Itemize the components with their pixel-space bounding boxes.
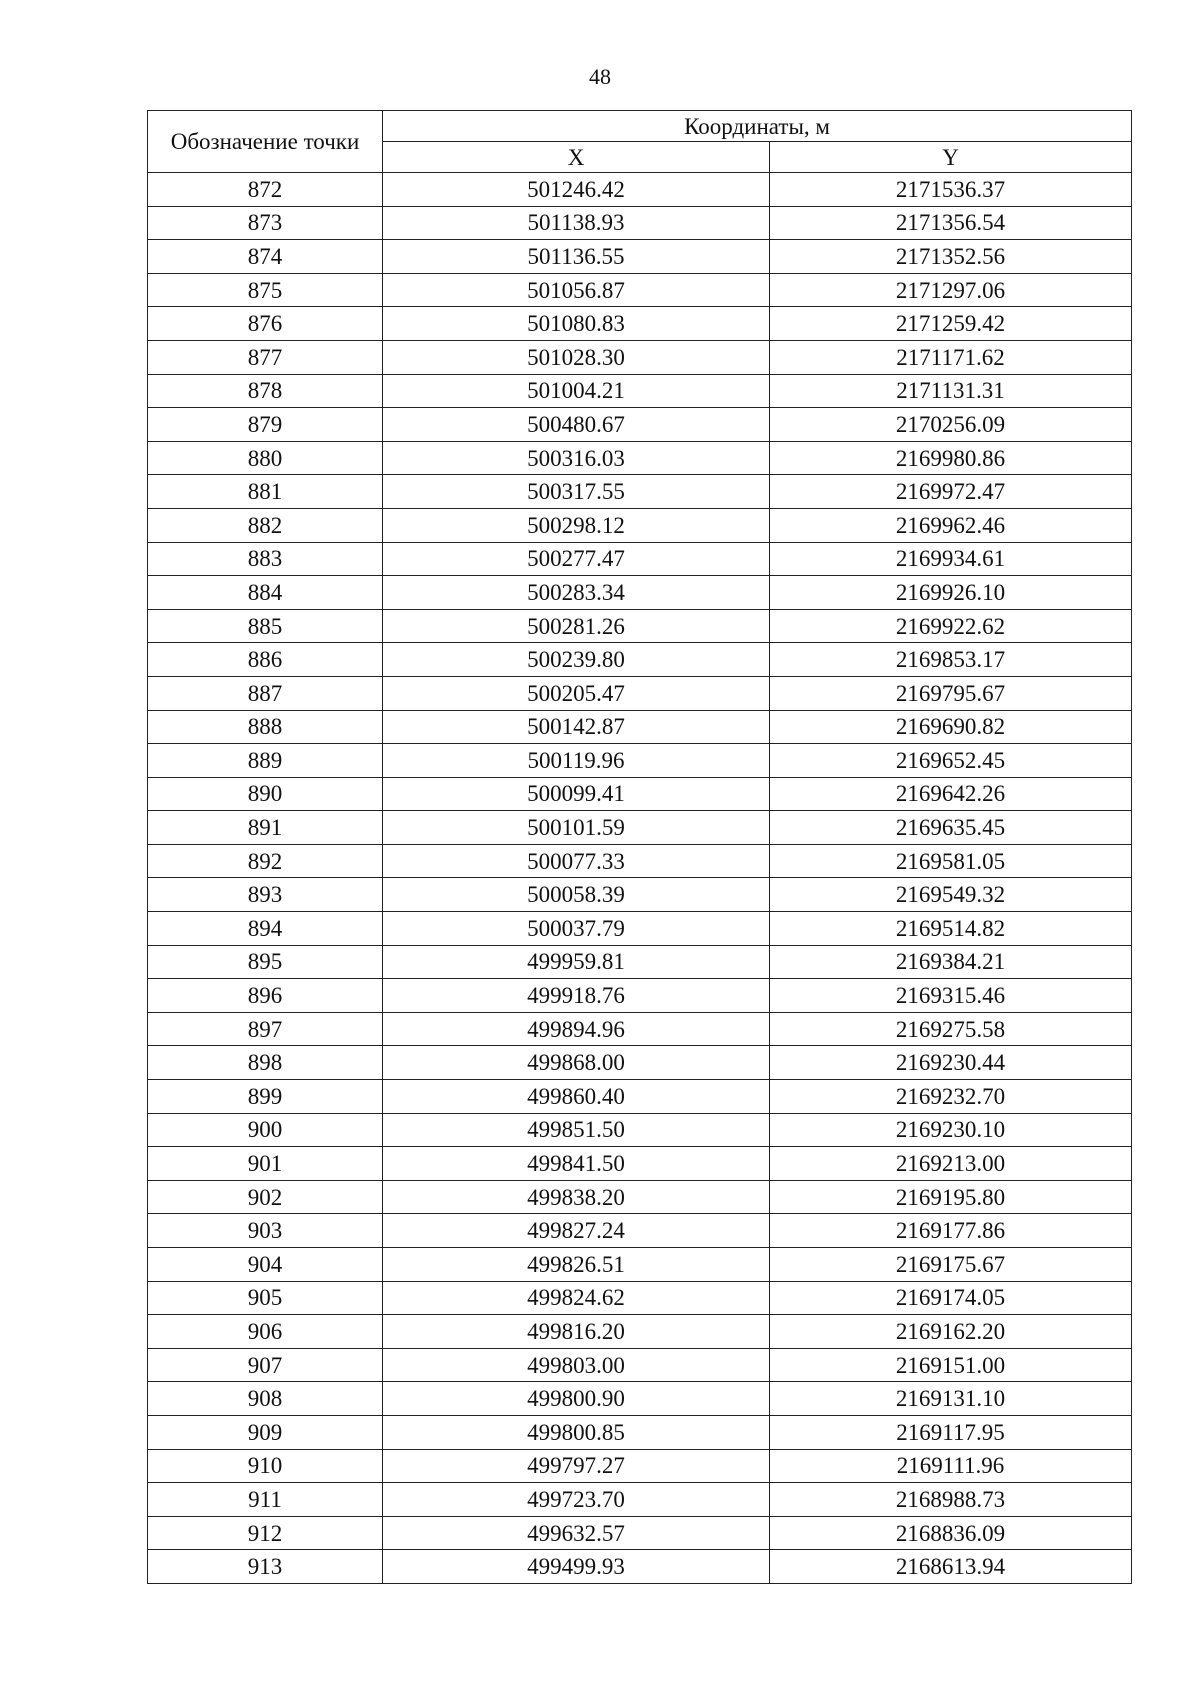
y-cell: 2169195.80: [770, 1180, 1132, 1214]
x-cell: 500317.55: [383, 475, 770, 509]
point-cell: 879: [148, 408, 383, 442]
y-cell: 2169652.45: [770, 744, 1132, 778]
table-row: [148, 744, 1132, 778]
y-cell: 2169926.10: [770, 576, 1132, 610]
y-cell: 2168988.73: [770, 1483, 1132, 1517]
point-cell: 899: [148, 1080, 383, 1114]
x-cell: 501056.87: [383, 273, 770, 307]
point-cell: 889: [148, 744, 383, 778]
table-row: [148, 240, 1132, 274]
point-cell: 875: [148, 273, 383, 307]
point-cell: 884: [148, 576, 383, 610]
x-cell: 499851.50: [383, 1113, 770, 1147]
header-row-top: [148, 111, 1132, 142]
table-row: [148, 1550, 1132, 1584]
x-cell: 499826.51: [383, 1248, 770, 1282]
point-cell: 892: [148, 844, 383, 878]
header-x: X: [383, 142, 770, 173]
y-cell: 2169177.86: [770, 1214, 1132, 1248]
x-cell: 499800.90: [383, 1382, 770, 1416]
point-cell: 911: [148, 1483, 383, 1517]
y-cell: 2169175.67: [770, 1248, 1132, 1282]
x-cell: 500239.80: [383, 643, 770, 677]
table-row: [148, 576, 1132, 610]
x-cell: 500142.87: [383, 710, 770, 744]
point-cell: 877: [148, 340, 383, 374]
x-cell: 499499.93: [383, 1550, 770, 1584]
page-number: 48: [589, 64, 611, 89]
y-cell: 2169962.46: [770, 508, 1132, 542]
table-row: [148, 273, 1132, 307]
point-cell: 901: [148, 1147, 383, 1181]
x-cell: 499959.81: [383, 945, 770, 979]
table-row: [148, 1516, 1132, 1550]
y-cell: 2169315.46: [770, 979, 1132, 1013]
table-row: [148, 542, 1132, 576]
x-cell: 500281.26: [383, 609, 770, 643]
table-row: [148, 1315, 1132, 1349]
table-row: [148, 441, 1132, 475]
point-cell: 898: [148, 1046, 383, 1080]
x-cell: 499894.96: [383, 1012, 770, 1046]
y-cell: 2171536.37: [770, 173, 1132, 207]
y-cell: 2169635.45: [770, 811, 1132, 845]
y-cell: 2169514.82: [770, 912, 1132, 946]
table-row: [148, 307, 1132, 341]
table-row: [148, 1046, 1132, 1080]
table-row: [148, 408, 1132, 442]
point-cell: 913: [148, 1550, 383, 1584]
table-row: [148, 475, 1132, 509]
x-cell: 501246.42: [383, 173, 770, 207]
y-cell: 2169853.17: [770, 643, 1132, 677]
x-cell: 499841.50: [383, 1147, 770, 1181]
x-cell: 501136.55: [383, 240, 770, 274]
header-point: Обозначение точки: [148, 111, 383, 173]
x-cell: 499723.70: [383, 1483, 770, 1517]
point-cell: 888: [148, 710, 383, 744]
x-cell: 500283.34: [383, 576, 770, 610]
point-cell: 894: [148, 912, 383, 946]
y-cell: 2169922.62: [770, 609, 1132, 643]
x-cell: 500101.59: [383, 811, 770, 845]
y-cell: 2169934.61: [770, 542, 1132, 576]
x-cell: 499824.62: [383, 1281, 770, 1315]
y-cell: 2169117.95: [770, 1415, 1132, 1449]
table-row: [148, 777, 1132, 811]
x-cell: 500205.47: [383, 676, 770, 710]
table-row: [148, 945, 1132, 979]
y-cell: 2169174.05: [770, 1281, 1132, 1315]
point-cell: 907: [148, 1348, 383, 1382]
y-cell: 2169642.26: [770, 777, 1132, 811]
y-cell: 2169111.96: [770, 1449, 1132, 1483]
point-cell: 905: [148, 1281, 383, 1315]
table-row: [148, 508, 1132, 542]
point-cell: 882: [148, 508, 383, 542]
point-cell: 900: [148, 1113, 383, 1147]
point-cell: 903: [148, 1214, 383, 1248]
y-cell: 2169549.32: [770, 878, 1132, 912]
point-cell: 904: [148, 1248, 383, 1282]
table-row: [148, 1113, 1132, 1147]
point-cell: 873: [148, 206, 383, 240]
y-cell: 2169581.05: [770, 844, 1132, 878]
point-cell: 902: [148, 1180, 383, 1214]
point-cell: 906: [148, 1315, 383, 1349]
table-row: [148, 1248, 1132, 1282]
y-cell: 2170256.09: [770, 408, 1132, 442]
y-cell: 2168836.09: [770, 1516, 1132, 1550]
table-row: [148, 643, 1132, 677]
table-row: [148, 1281, 1132, 1315]
y-cell: 2169275.58: [770, 1012, 1132, 1046]
y-cell: 2171356.54: [770, 206, 1132, 240]
table-row: [148, 206, 1132, 240]
x-cell: 500316.03: [383, 441, 770, 475]
table-row: [148, 1147, 1132, 1181]
y-cell: 2171259.42: [770, 307, 1132, 341]
x-cell: 500277.47: [383, 542, 770, 576]
y-cell: 2169972.47: [770, 475, 1132, 509]
y-cell: 2169230.44: [770, 1046, 1132, 1080]
x-cell: 500480.67: [383, 408, 770, 442]
x-cell: 501138.93: [383, 206, 770, 240]
y-cell: 2169230.10: [770, 1113, 1132, 1147]
y-cell: 2171297.06: [770, 273, 1132, 307]
point-cell: 896: [148, 979, 383, 1013]
x-cell: 499803.00: [383, 1348, 770, 1382]
y-cell: 2168613.94: [770, 1550, 1132, 1584]
x-cell: 499800.85: [383, 1415, 770, 1449]
table-row: [148, 676, 1132, 710]
x-cell: 499632.57: [383, 1516, 770, 1550]
point-cell: 909: [148, 1415, 383, 1449]
x-cell: 500037.79: [383, 912, 770, 946]
x-cell: 499860.40: [383, 1080, 770, 1114]
point-cell: 878: [148, 374, 383, 408]
table-row: [148, 710, 1132, 744]
y-cell: 2171131.31: [770, 374, 1132, 408]
y-cell: 2169690.82: [770, 710, 1132, 744]
table-header: [148, 111, 1132, 173]
table-row: [148, 374, 1132, 408]
x-cell: 500298.12: [383, 508, 770, 542]
y-cell: 2169980.86: [770, 441, 1132, 475]
point-cell: 880: [148, 441, 383, 475]
point-cell: 890: [148, 777, 383, 811]
point-cell: 883: [148, 542, 383, 576]
point-cell: 893: [148, 878, 383, 912]
y-cell: 2171171.62: [770, 340, 1132, 374]
table-row: [148, 912, 1132, 946]
point-cell: 874: [148, 240, 383, 274]
x-cell: 499816.20: [383, 1315, 770, 1349]
point-cell: 872: [148, 173, 383, 207]
y-cell: 2169232.70: [770, 1080, 1132, 1114]
table-row: [148, 1012, 1132, 1046]
point-cell: 912: [148, 1516, 383, 1550]
point-cell: 897: [148, 1012, 383, 1046]
y-cell: 2169384.21: [770, 945, 1132, 979]
table-row: [148, 1415, 1132, 1449]
y-cell: 2169162.20: [770, 1315, 1132, 1349]
point-cell: 910: [148, 1449, 383, 1483]
table-row: [148, 173, 1132, 207]
y-cell: 2169795.67: [770, 676, 1132, 710]
point-cell: 887: [148, 676, 383, 710]
table-row: [148, 1483, 1132, 1517]
y-cell: 2169213.00: [770, 1147, 1132, 1181]
x-cell: 500099.41: [383, 777, 770, 811]
x-cell: 499827.24: [383, 1214, 770, 1248]
y-cell: 2169151.00: [770, 1348, 1132, 1382]
point-cell: 891: [148, 811, 383, 845]
table-row: [148, 1180, 1132, 1214]
table-row: [148, 878, 1132, 912]
x-cell: 501080.83: [383, 307, 770, 341]
point-cell: 908: [148, 1382, 383, 1416]
table-row: [148, 340, 1132, 374]
point-cell: 895: [148, 945, 383, 979]
table-row: [148, 1382, 1132, 1416]
x-cell: 500119.96: [383, 744, 770, 778]
header-coordinates: Координаты, м: [383, 111, 1132, 142]
coordinates-table: [147, 110, 1132, 1584]
x-cell: 499838.20: [383, 1180, 770, 1214]
table-row: [148, 1080, 1132, 1114]
table-row: [148, 844, 1132, 878]
x-cell: 501028.30: [383, 340, 770, 374]
table-row: [148, 609, 1132, 643]
table-row: [148, 811, 1132, 845]
table-row: [148, 1214, 1132, 1248]
x-cell: 500058.39: [383, 878, 770, 912]
y-cell: 2171352.56: [770, 240, 1132, 274]
x-cell: 501004.21: [383, 374, 770, 408]
point-cell: 881: [148, 475, 383, 509]
point-cell: 885: [148, 609, 383, 643]
point-cell: 876: [148, 307, 383, 341]
x-cell: 499797.27: [383, 1449, 770, 1483]
table-row: [148, 979, 1132, 1013]
point-cell: 886: [148, 643, 383, 677]
table-body: [148, 173, 1132, 1584]
header-y: Y: [770, 142, 1132, 173]
table-row: [148, 1348, 1132, 1382]
x-cell: 499918.76: [383, 979, 770, 1013]
y-cell: 2169131.10: [770, 1382, 1132, 1416]
x-cell: 499868.00: [383, 1046, 770, 1080]
table-row: [148, 1449, 1132, 1483]
x-cell: 500077.33: [383, 844, 770, 878]
